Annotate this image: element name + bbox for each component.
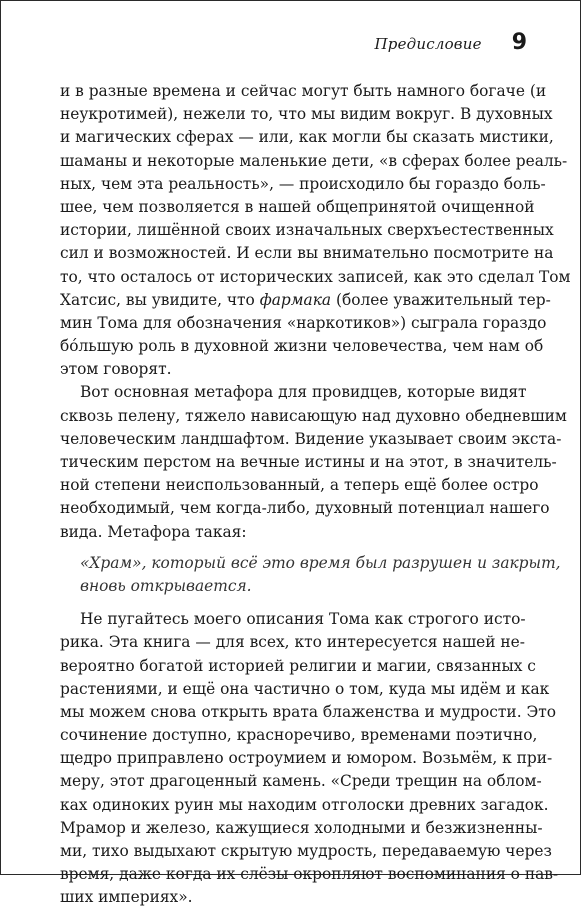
text-line: истории, лишённой своих изначальных сверхъестественных bbox=[60, 221, 554, 240]
text-line: время, даже когда их слёзы окропляют воспоминания о пав- bbox=[60, 865, 559, 884]
text-line: ках одиноких руин мы находим отголоски древних загадок. bbox=[60, 795, 549, 814]
text-line: мы можем снова открыть врата блаженства и мудрости. Это bbox=[60, 702, 557, 721]
epigraph-quote bbox=[60, 552, 561, 598]
text-line: шее, чем позволяется в нашей общепринятой очищенной bbox=[60, 197, 535, 216]
text-line: человеческим ландшафтом. Видение указывает своим экста- bbox=[60, 429, 562, 448]
text-line: ших империях». bbox=[60, 888, 193, 907]
text-line: ных, чем эта реальность», — происходило бы гораздо боль- bbox=[60, 174, 546, 193]
text-line bbox=[60, 289, 551, 312]
text-line: рика. Эта книга — для всех, кто интересуется нашей не- bbox=[60, 633, 525, 652]
text-line: Мрамор и железо, кажущиеся холодными и безжизненны- bbox=[60, 818, 543, 837]
text-line: необходимый, чем когда-либо, духовный потенциал нашего bbox=[60, 499, 550, 518]
paragraph-3 bbox=[60, 608, 559, 909]
text-line: сквозь пелену, тяжело нависающую над духовно обедневшим bbox=[60, 406, 567, 425]
text-line: вероятно богатой историей религии и магии, связанных с bbox=[60, 656, 536, 675]
text-line: и в разные времена и сейчас могут быть намного богаче (и bbox=[60, 82, 547, 100]
paragraph-2 bbox=[60, 381, 567, 543]
text-line: ной степени неиспользованный, а теперь ещё более остро bbox=[60, 476, 539, 495]
running-header bbox=[375, 30, 528, 55]
text-fragment: (более уважительный тер- bbox=[331, 290, 551, 309]
text-line: неукротимей), нежели то, что мы видим вокруг. В духовных bbox=[60, 105, 553, 124]
text-line: тическим перстом на вечные истины и на этот, в значитель- bbox=[60, 453, 557, 471]
paragraph-1 bbox=[60, 80, 571, 381]
text-line: ми, тихо выдыхают скрытую мудрость, передаваемую через bbox=[60, 842, 552, 860]
text-line: меру, этот драгоценный камень. «Среди трещин на облом- bbox=[60, 772, 542, 791]
text-line: и магических сферах — или, как могли бы сказать мистики, bbox=[60, 128, 554, 147]
text-line: Вот основная метафора для провидцев, которые видят bbox=[80, 383, 527, 402]
text-line: сочинение доступно, красноречиво, временами поэтично, bbox=[60, 726, 538, 745]
quote-line: вновь открывается. bbox=[80, 576, 252, 595]
italic-term: фармака bbox=[259, 290, 332, 309]
text-fragment: Хатсис, вы увидите, что bbox=[60, 290, 260, 309]
quote-line: «Храм», который всё это время был разрушен и закрыт, bbox=[80, 553, 561, 572]
text-line: Не пугайтесь моего описания Тома как строгого исто- bbox=[80, 610, 526, 629]
text-line: то, что осталось от исторических записей, как это сделал Том bbox=[60, 267, 571, 286]
text-line: щедро приправлено остроумием и юмором. Возьмём, к при- bbox=[60, 749, 553, 768]
text-line: сил и возможностей. И если вы внимательно посмотрите на bbox=[60, 244, 554, 263]
page-number: 9 bbox=[511, 30, 527, 55]
body-text bbox=[60, 80, 571, 910]
text-line: бо́льшую роль в духовной жизни человечества, чем нам об bbox=[60, 337, 544, 356]
section-title: Предисловие bbox=[374, 35, 482, 53]
text-line: шаманы и некоторые маленькие дети, «в сферах более реаль- bbox=[60, 151, 568, 170]
text-line: вида. Метафора такая: bbox=[60, 522, 247, 541]
text-line: этом говорят. bbox=[60, 360, 172, 379]
text-line: мин Тома для обозначения «наркотиков») сыграла гораздо bbox=[60, 313, 547, 332]
text-line: растениями, и ещё она частично о том, куда мы идём и как bbox=[60, 679, 550, 698]
